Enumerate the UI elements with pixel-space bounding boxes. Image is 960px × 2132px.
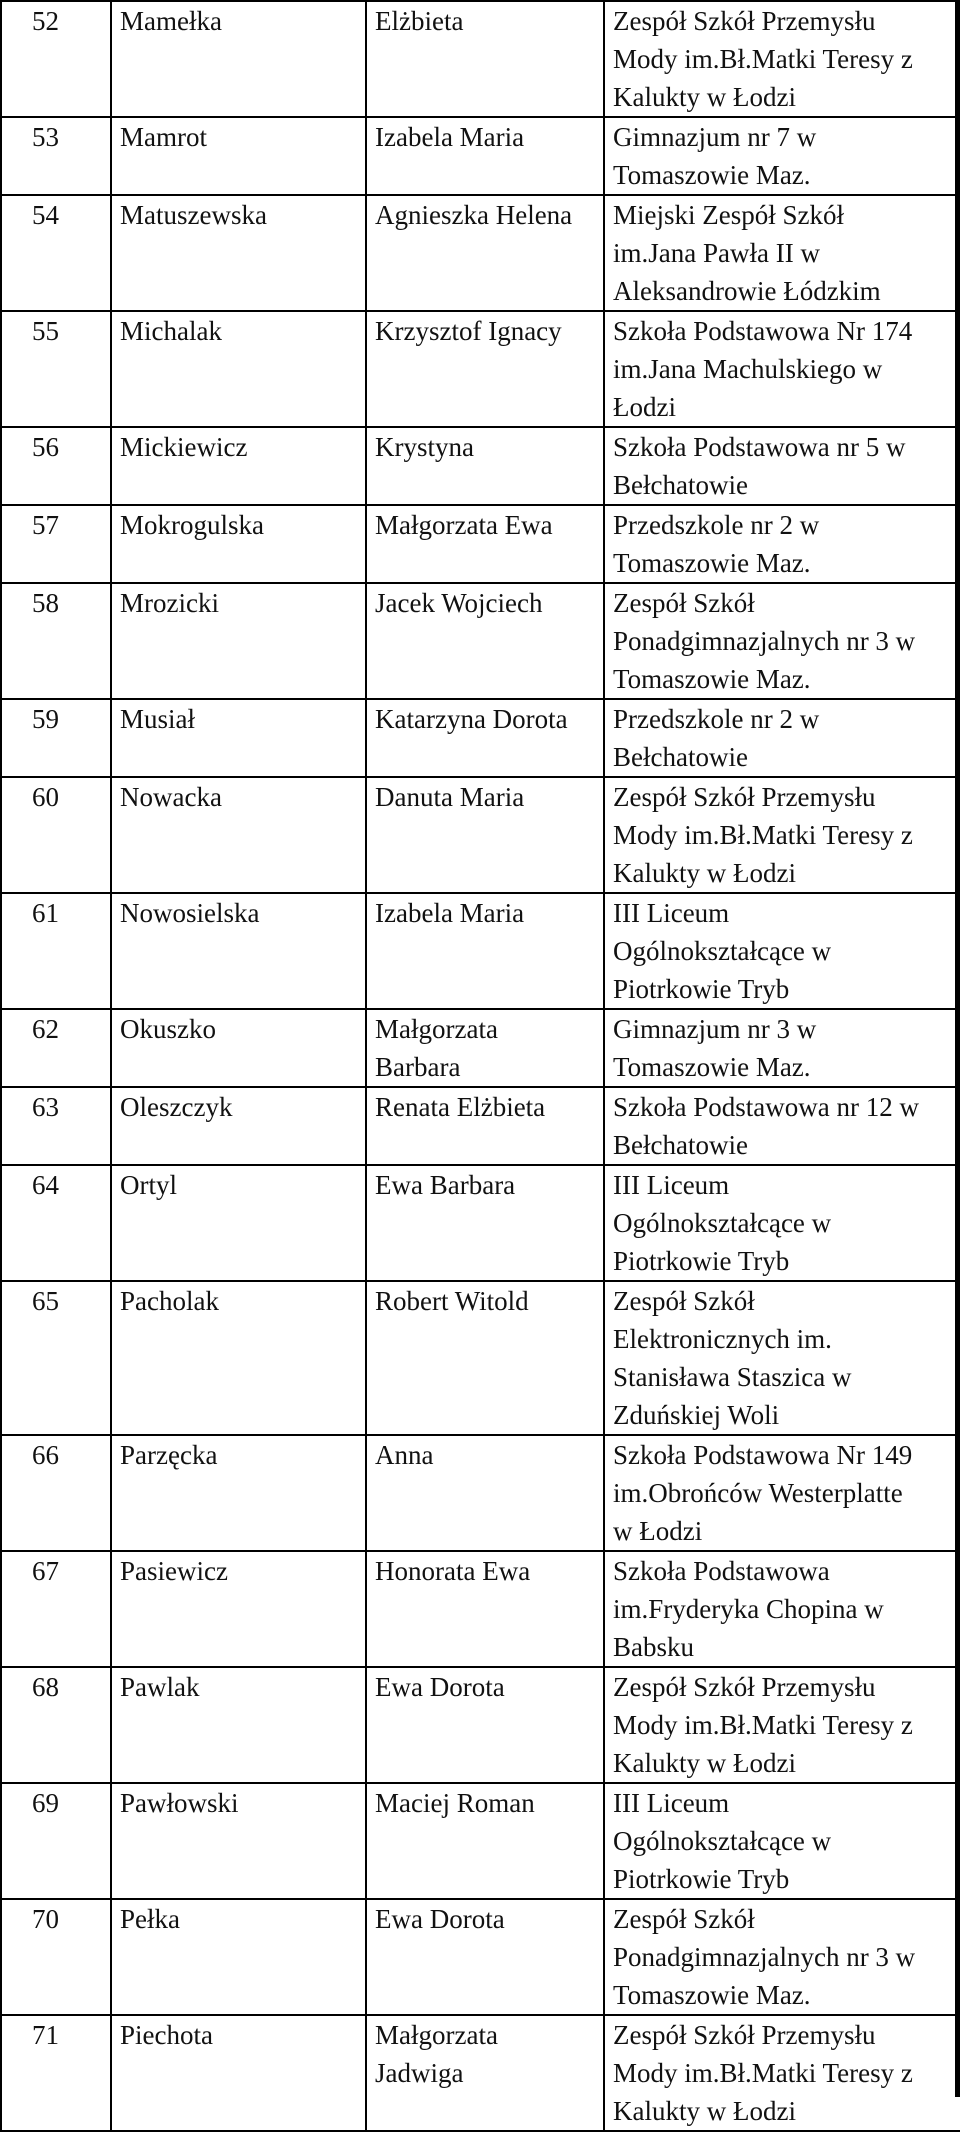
- row-number-cell: [1, 1551, 111, 1667]
- surname-cell: [111, 1, 366, 117]
- surname-cell-text: Musiał: [120, 704, 196, 734]
- surname-cell-text: Pasiewicz: [120, 1556, 228, 1586]
- row-number-cell-text: 62: [32, 1014, 59, 1044]
- school-cell: [604, 893, 960, 1009]
- row-number-cell: [1, 1783, 111, 1899]
- school-cell-line: Aleksandrowie Łódzkim: [613, 276, 881, 306]
- school-cell-line: Tomaszowie Maz.: [613, 548, 811, 578]
- surname-cell: [111, 1165, 366, 1281]
- first-names-cell: [366, 1667, 604, 1783]
- school-cell-line: Zespół Szkół Przemysłu: [613, 782, 876, 812]
- table-row: [1, 427, 960, 505]
- surname-cell-text: Mokrogulska: [120, 510, 264, 540]
- row-number-cell: [1, 1281, 111, 1435]
- school-cell-line: Tomaszowie Maz.: [613, 160, 811, 190]
- school-cell-line: im.Jana Machulskiego w: [613, 354, 883, 384]
- surname-cell-text: Parzęcka: [120, 1440, 218, 1470]
- school-cell-line: Elektronicznych im.: [613, 1324, 832, 1354]
- row-number-cell-text: 68: [32, 1672, 59, 1702]
- row-number-cell-text: 55: [32, 316, 59, 346]
- surname-cell-text: Matuszewska: [120, 200, 267, 230]
- school-cell: [604, 1087, 960, 1165]
- row-number-cell-text: 60: [32, 782, 59, 812]
- first-names-cell-line: Krystyna: [375, 432, 474, 462]
- first-names-cell: [366, 2015, 604, 2131]
- school-cell-line: Mody im.Bł.Matki Teresy z: [613, 2058, 913, 2088]
- surname-cell: [111, 1435, 366, 1551]
- table-row: [1, 311, 960, 427]
- school-cell-line: Ogólnokształcące w: [613, 1826, 832, 1856]
- school-cell-line: Zespół Szkół Przemysłu: [613, 1672, 876, 1702]
- table-row: [1, 1435, 960, 1551]
- surname-cell: [111, 777, 366, 893]
- first-names-cell-line: Renata Elżbieta: [375, 1092, 546, 1122]
- surname-cell-text: Mickiewicz: [120, 432, 248, 462]
- school-cell-line: Bełchatowie: [613, 742, 748, 772]
- school-cell-line: Szkoła Podstawowa nr 12 w: [613, 1092, 919, 1122]
- table-row: [1, 1087, 960, 1165]
- surname-cell: [111, 311, 366, 427]
- surname-cell-text: Mamełka: [120, 6, 222, 36]
- row-number-cell-text: 61: [32, 898, 59, 928]
- school-cell: [604, 1667, 960, 1783]
- surname-cell: [111, 2015, 366, 2131]
- row-number-cell-text: 59: [32, 704, 59, 734]
- first-names-cell-line: Katarzyna Dorota: [375, 704, 568, 734]
- first-names-cell-line: Barbara: [375, 1052, 461, 1082]
- surname-cell: [111, 1899, 366, 2015]
- first-names-cell: [366, 505, 604, 583]
- table-row: [1, 1899, 960, 2015]
- school-cell-line: Szkoła Podstawowa Nr 174: [613, 316, 913, 346]
- school-cell: [604, 1165, 960, 1281]
- school-cell-line: III Liceum: [613, 1788, 730, 1818]
- school-cell-line: Babsku: [613, 1632, 694, 1662]
- row-number-cell: [1, 699, 111, 777]
- surname-cell: [111, 893, 366, 1009]
- table-row: [1, 1165, 960, 1281]
- surname-cell: [111, 1783, 366, 1899]
- school-cell-line: im.Jana Pawła II w: [613, 238, 820, 268]
- surname-cell: [111, 1087, 366, 1165]
- school-cell-line: Zespół Szkół Przemysłu: [613, 6, 876, 36]
- row-number-cell-text: 56: [32, 432, 59, 462]
- right-edge-border: [955, 0, 960, 2097]
- first-names-cell-line: Ewa Dorota: [375, 1672, 505, 1702]
- surname-cell: [111, 699, 366, 777]
- row-number-cell: [1, 2015, 111, 2131]
- table-row: [1, 583, 960, 699]
- first-names-cell: [366, 1783, 604, 1899]
- school-cell-line: Tomaszowie Maz.: [613, 1052, 811, 1082]
- school-cell-line: Kalukty w Łodzi: [613, 858, 796, 888]
- table-row: [1, 699, 960, 777]
- school-cell-line: Zespół Szkół: [613, 588, 755, 618]
- school-cell-line: Ogólnokształcące w: [613, 1208, 832, 1238]
- school-cell-line: Mody im.Bł.Matki Teresy z: [613, 820, 913, 850]
- row-number-cell: [1, 1009, 111, 1087]
- first-names-cell-line: Ewa Barbara: [375, 1170, 516, 1200]
- first-names-cell-line: Maciej Roman: [375, 1788, 535, 1818]
- school-cell-line: Mody im.Bł.Matki Teresy z: [613, 44, 913, 74]
- school-cell-line: Przedszkole nr 2 w: [613, 510, 820, 540]
- school-cell-line: Zespół Szkół: [613, 1286, 755, 1316]
- row-number-cell: [1, 1, 111, 117]
- school-cell-line: Przedszkole nr 2 w: [613, 704, 820, 734]
- first-names-cell-line: Agnieszka Helena: [375, 200, 573, 230]
- school-cell-line: Szkoła Podstawowa nr 5 w: [613, 432, 906, 462]
- row-number-cell: [1, 583, 111, 699]
- row-number-cell: [1, 1087, 111, 1165]
- school-cell-line: w Łodzi: [613, 1516, 703, 1546]
- school-cell-line: Ogólnokształcące w: [613, 936, 832, 966]
- row-number-cell: [1, 311, 111, 427]
- first-names-cell: [366, 699, 604, 777]
- first-names-cell: [366, 1281, 604, 1435]
- school-cell-line: Ponadgimnazjalnych nr 3 w: [613, 626, 916, 656]
- surname-cell: [111, 195, 366, 311]
- school-cell-line: Szkoła Podstawowa: [613, 1556, 830, 1586]
- row-number-cell-text: 70: [32, 1904, 59, 1934]
- first-names-cell-line: Jacek Wojciech: [375, 588, 543, 618]
- row-number-cell: [1, 117, 111, 195]
- surname-cell-text: Pełka: [120, 1904, 180, 1934]
- surname-cell-text: Pawłowski: [120, 1788, 239, 1818]
- table-row: [1, 195, 960, 311]
- school-cell-line: Piotrkowie Tryb: [613, 1246, 790, 1276]
- table-row: [1, 1783, 960, 1899]
- first-names-cell-line: Izabela Maria: [375, 898, 525, 928]
- first-names-cell-line: Honorata Ewa: [375, 1556, 531, 1586]
- row-number-cell: [1, 195, 111, 311]
- school-cell: [604, 195, 960, 311]
- surname-cell: [111, 1551, 366, 1667]
- first-names-cell-line: Małgorzata: [375, 1014, 498, 1044]
- first-names-cell: [366, 1165, 604, 1281]
- row-number-cell-text: 63: [32, 1092, 59, 1122]
- row-number-cell: [1, 1435, 111, 1551]
- school-cell-line: Bełchatowie: [613, 470, 748, 500]
- school-cell-line: Miejski Zespół Szkół: [613, 200, 844, 230]
- row-number-cell: [1, 1899, 111, 2015]
- table-row: [1, 505, 960, 583]
- school-cell: [604, 1899, 960, 2015]
- first-names-cell: [366, 1899, 604, 2015]
- surname-cell-text: Nowosielska: [120, 898, 260, 928]
- school-cell-line: im.Obrońców Westerplatte: [613, 1478, 903, 1508]
- school-cell: [604, 1435, 960, 1551]
- surname-cell-text: Okuszko: [120, 1014, 216, 1044]
- surname-cell: [111, 117, 366, 195]
- school-cell-line: im.Fryderyka Chopina w: [613, 1594, 884, 1624]
- surname-cell-text: Pawlak: [120, 1672, 200, 1702]
- school-cell-line: Kalukty w Łodzi: [613, 1748, 796, 1778]
- school-cell-line: Gimnazjum nr 3 w: [613, 1014, 817, 1044]
- table-body: [1, 1, 960, 2131]
- school-cell-line: Tomaszowie Maz.: [613, 664, 811, 694]
- row-number-cell: [1, 1165, 111, 1281]
- row-number-cell-text: 71: [32, 2020, 59, 2050]
- school-cell-line: Kalukty w Łodzi: [613, 2096, 796, 2126]
- school-cell: [604, 2015, 960, 2131]
- first-names-cell-line: Ewa Dorota: [375, 1904, 505, 1934]
- row-number-cell-text: 52: [32, 6, 59, 36]
- first-names-cell-line: Jadwiga: [375, 2058, 464, 2088]
- school-cell-line: Piotrkowie Tryb: [613, 1864, 790, 1894]
- first-names-cell-line: Krzysztof Ignacy: [375, 316, 562, 346]
- surname-cell-text: Oleszczyk: [120, 1092, 233, 1122]
- row-number-cell-text: 54: [32, 200, 59, 230]
- table-row: [1, 893, 960, 1009]
- surname-cell: [111, 1667, 366, 1783]
- table-row: [1, 777, 960, 893]
- first-names-cell: [366, 195, 604, 311]
- table-row: [1, 117, 960, 195]
- row-number-cell-text: 58: [32, 588, 59, 618]
- surname-cell: [111, 505, 366, 583]
- first-names-cell-line: Elżbieta: [375, 6, 464, 36]
- school-cell: [604, 117, 960, 195]
- first-names-cell: [366, 311, 604, 427]
- school-cell: [604, 427, 960, 505]
- first-names-cell: [366, 1009, 604, 1087]
- school-cell: [604, 1281, 960, 1435]
- first-names-cell-line: Danuta Maria: [375, 782, 525, 812]
- table-row: [1, 2015, 960, 2131]
- row-number-cell: [1, 505, 111, 583]
- row-number-cell: [1, 777, 111, 893]
- row-number-cell-text: 65: [32, 1286, 59, 1316]
- surname-cell-text: Ortyl: [120, 1170, 177, 1200]
- row-number-cell-text: 53: [32, 122, 59, 152]
- school-cell-line: Kalukty w Łodzi: [613, 82, 796, 112]
- school-cell-line: Zespół Szkół Przemysłu: [613, 2020, 876, 2050]
- school-cell-line: Szkoła Podstawowa Nr 149: [613, 1440, 913, 1470]
- school-cell-line: Łodzi: [613, 392, 676, 422]
- surname-cell: [111, 427, 366, 505]
- first-names-cell: [366, 1551, 604, 1667]
- surname-cell-text: Piechota: [120, 2020, 213, 2050]
- first-names-cell-line: Izabela Maria: [375, 122, 525, 152]
- school-cell-line: Tomaszowie Maz.: [613, 1980, 811, 2010]
- row-number-cell-text: 69: [32, 1788, 59, 1818]
- first-names-cell: [366, 777, 604, 893]
- school-cell-line: III Liceum: [613, 1170, 730, 1200]
- first-names-cell-line: Małgorzata: [375, 2020, 498, 2050]
- school-cell: [604, 505, 960, 583]
- table-row: [1, 1281, 960, 1435]
- school-cell: [604, 583, 960, 699]
- school-cell-line: Gimnazjum nr 7 w: [613, 122, 817, 152]
- school-cell: [604, 311, 960, 427]
- table-row: [1, 1009, 960, 1087]
- row-number-cell: [1, 893, 111, 1009]
- school-cell-line: Stanisława Staszica w: [613, 1362, 852, 1392]
- row-number-cell-text: 67: [32, 1556, 59, 1586]
- first-names-cell-line: Robert Witold: [375, 1286, 529, 1316]
- school-cell: [604, 699, 960, 777]
- school-cell-line: Bełchatowie: [613, 1130, 748, 1160]
- school-cell-line: Ponadgimnazjalnych nr 3 w: [613, 1942, 916, 1972]
- surname-cell: [111, 583, 366, 699]
- surname-cell: [111, 1009, 366, 1087]
- school-cell: [604, 777, 960, 893]
- surname-cell-text: Michalak: [120, 316, 222, 346]
- surname-cell-text: Nowacka: [120, 782, 222, 812]
- first-names-cell: [366, 583, 604, 699]
- school-cell: [604, 1, 960, 117]
- surname-cell-text: Pacholak: [120, 1286, 219, 1316]
- first-names-cell-line: Małgorzata Ewa: [375, 510, 553, 540]
- surname-cell: [111, 1281, 366, 1435]
- school-cell: [604, 1551, 960, 1667]
- school-cell-line: III Liceum: [613, 898, 730, 928]
- school-cell-line: Zduńskiej Woli: [613, 1400, 780, 1430]
- table-row: [1, 1667, 960, 1783]
- first-names-cell: [366, 1435, 604, 1551]
- table-row: [1, 1551, 960, 1667]
- row-number-cell: [1, 427, 111, 505]
- surname-cell-text: Mrozicki: [120, 588, 219, 618]
- first-names-cell: [366, 1, 604, 117]
- school-cell-line: Zespół Szkół: [613, 1904, 755, 1934]
- row-number-cell-text: 64: [32, 1170, 59, 1200]
- first-names-cell: [366, 427, 604, 505]
- school-cell: [604, 1009, 960, 1087]
- first-names-cell: [366, 117, 604, 195]
- first-names-cell-line: Anna: [375, 1440, 434, 1470]
- school-cell-line: Mody im.Bł.Matki Teresy z: [613, 1710, 913, 1740]
- table-row: [1, 1, 960, 117]
- school-cell: [604, 1783, 960, 1899]
- row-number-cell-text: 57: [32, 510, 59, 540]
- surname-cell-text: Mamrot: [120, 122, 207, 152]
- row-number-cell: [1, 1667, 111, 1783]
- row-number-cell-text: 66: [32, 1440, 59, 1470]
- school-cell-line: Piotrkowie Tryb: [613, 974, 790, 1004]
- first-names-cell: [366, 893, 604, 1009]
- first-names-cell: [366, 1087, 604, 1165]
